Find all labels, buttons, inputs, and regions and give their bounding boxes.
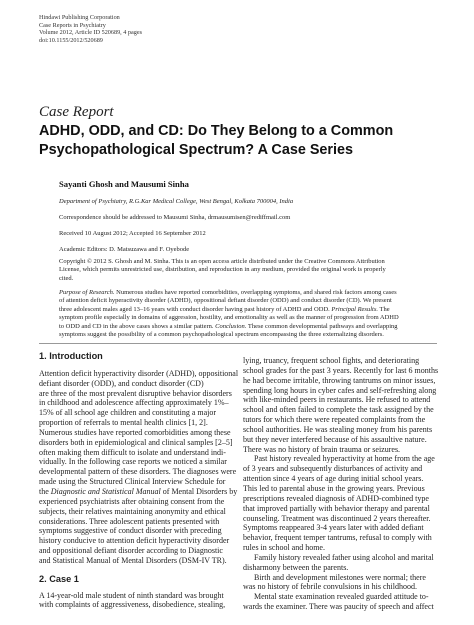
text-line: counseling. Treatment was discontinued 2 years thereafter. [243, 513, 431, 523]
abstract-line: of attention deficit hyperactivity disorder (ADHD), oppositional defiant disorder (ODD) and conduct disorder (CD). We present [59, 297, 392, 305]
text-line: Symptoms reappeared 3-4 years later with added defiant [243, 523, 424, 533]
text-line: Mental state examination revealed guarded attitude to- [254, 592, 429, 602]
right-body [243, 356, 439, 612]
right-column [243, 356, 439, 612]
text-line: considerations. Three adolescent patients presented with [39, 516, 220, 526]
text-line: prescriptions revealed diagnosis of ADHD-combined type [243, 493, 429, 503]
text-line: are three of the most prevalent disruptive behavior disorders [39, 388, 232, 398]
text-line: and oppositional defiant disorder according to Diagnostic [39, 546, 223, 556]
purpose-label: Purpose of Research. [59, 289, 115, 296]
text-line: defiant disorder (ODD), and conduct disorder (CD) [39, 378, 204, 388]
text-line: vidually. In the following case reports we noticed a similar [39, 457, 227, 467]
text-line: school authorities. He was stealing money from his parents [243, 424, 433, 434]
text-line: often making them difficult to isolate and understand indi- [39, 447, 226, 457]
text-line: symptoms suggestive of conduct disorder with preceding [39, 526, 222, 536]
text-line: This led to parental abuse in the growing years. Previous [243, 483, 425, 493]
volume-info: Volume 2012, Article ID 520689, 4 pages [39, 29, 142, 37]
case-heading: 2. Case 1 [39, 573, 79, 584]
text-line: Numerous studies have reported comorbidities among these [39, 427, 231, 437]
text-line: in childhood and adolescence affecting approximately 1%– [39, 398, 229, 408]
text-line: and Statistical Manual of Mental Disorders (DSM-IV TR). [39, 555, 227, 565]
text-line: Family history revealed father using alcohol and marital [254, 552, 434, 562]
text-line: made using the Structured Clinical Interview Schedule for [39, 477, 226, 487]
case-body [39, 591, 235, 611]
copyright-line: cited. [59, 274, 74, 282]
text-line: Birth and development milestones were normal; there [254, 572, 426, 582]
left-column [39, 351, 239, 610]
abstract-line: symptoms suggest the possibility of a common psychopathological spectrum encompassing the three externalizing disorders. [59, 331, 384, 339]
text-line: behavior, frequent temper tantrums, refusal to comply with [243, 533, 432, 543]
copyright [59, 258, 439, 283]
text-line: that improved partially with behavior therapy and parental [243, 503, 430, 513]
text-line: he had become irritable, throwing tantrums on minor issues, [243, 375, 436, 385]
text-line: 15% of all school age children and constituting a major [39, 408, 217, 418]
text-line: Past history revealed hyperactivity at home from the age [254, 454, 435, 464]
authors: Sayanti Ghosh and Mausumi Sinha [59, 179, 189, 189]
results-label: Principal Results. [331, 305, 378, 313]
conclusion-label: Conclusion. [215, 322, 247, 330]
text-line: experienced psychiatrists after obtaining consent from the [39, 496, 225, 506]
title-line: ADHD, ODD, and CD: Do They Belong to a Common [39, 123, 394, 139]
text-line: There was no history of brain trauma or seizures. [243, 444, 401, 454]
section-divider [39, 343, 437, 344]
article-type: Case Report [39, 104, 114, 120]
intro-body [39, 368, 239, 566]
abstract [59, 289, 437, 339]
title-line: Psychopathological Spectrum? A Case Series [39, 142, 354, 158]
text-line: lying, truancy, frequent school fights, and deteriorating [243, 356, 420, 365]
copyright-line: License, which permits unrestricted use, distribution, and reproduction in any medium, provided the original work is properly [59, 266, 386, 274]
journal-name: Case Reports in Psychiatry [39, 21, 106, 29]
text-line: disorders both in epidemiological and clinical samples [2–5] [39, 437, 233, 447]
academic-editors: Academic Editors: D. Matsuzawa and F. Oyebode [59, 246, 190, 253]
abstract-line: symptom profile especially in domains of aggression, hostility, and emotionality as well as the manner of progression from ADHD [59, 314, 399, 322]
intro-heading: 1. Introduction [39, 351, 103, 361]
doi: doi:10.1155/2012/520689 [39, 36, 103, 44]
text-line: the Diagnostic and Statistical Manual of Mental Disorders by [39, 486, 238, 496]
received-dates: Received 10 August 2012; Accepted 16 September 2012 [59, 230, 206, 237]
text-line: but they never interfered because of his assaultive nature. [243, 434, 427, 444]
text-line: school and often failed to complete the task assigned by the [243, 405, 434, 415]
text-line: of 3 years and subsequently disturbances of activity and [243, 464, 423, 474]
text-line: history conducive to attention deficit hyperactivity disorder [39, 536, 230, 546]
abstract-line: three adolescent males aged 13–16 years with conduct disorder having past history of ADHD and ODD. Principal Results. The [59, 305, 390, 313]
text-line: with like-minded peers in restaurants. He refused to attend [243, 395, 431, 405]
affiliation: Department of Psychiatry, R.G.Kar Medical College, West Bengal, Kolkata 700004, India [59, 198, 294, 205]
dsm-italic: Diagnostic and Statistical Manual [50, 486, 161, 496]
text-line: school grades for the past 3 years. Recently for last 6 months [243, 365, 439, 375]
article-title [39, 122, 439, 160]
text-line: with complaints of aggressiveness, disobedience, stealing, [39, 600, 226, 610]
abstract-line: to ODD and CD in the above cases shows a similar pattern. Conclusion. These common developmental pathways and overlapping [59, 322, 398, 330]
text-line: disharmony between the parents. [243, 562, 349, 572]
copyright-line: Copyright © 2012 S. Ghosh and M. Sinha. This is an open access article distributed under the Creative Commons Attribution [59, 258, 385, 265]
abstract-line: Purpose of Research. Numerous studies have reported comorbidities, overlapping symptoms, and shared risk factors among cases [59, 289, 397, 296]
text-line: A 14-year-old male student of ninth standard was brought [39, 590, 224, 600]
text-line: rules in school and home. [243, 543, 325, 553]
text-line: was no history of febrile convulsions in his childhood. [243, 582, 417, 592]
text-line: wards the examiner. There was paucity of speech and affect [243, 602, 434, 612]
text-line: attention since 4 years of age during initial school years. [243, 474, 424, 484]
text-line: spending long hours in cyber cafes and self-refreshing along [243, 385, 437, 395]
text-line: subjects, their relatives maintaining anonymity and ethical [39, 506, 226, 516]
text-line: tutors for which there were repeated complaints from the [243, 415, 426, 425]
text-line: developmental pattern of these disorders. The diagnoses were [39, 467, 237, 477]
correspondence: Correspondence should be addressed to Mausumi Sinha, drmausumisen@rediffmail.com [59, 214, 291, 221]
text-line: proportion of referrals to mental health clinics [1, 2]. [39, 418, 208, 428]
journal-header [39, 14, 142, 44]
publisher-name: Hindawi Publishing Corporation [39, 14, 120, 21]
text-line: Attention deficit hyperactivity disorder (ADHD), oppositional [39, 368, 239, 378]
